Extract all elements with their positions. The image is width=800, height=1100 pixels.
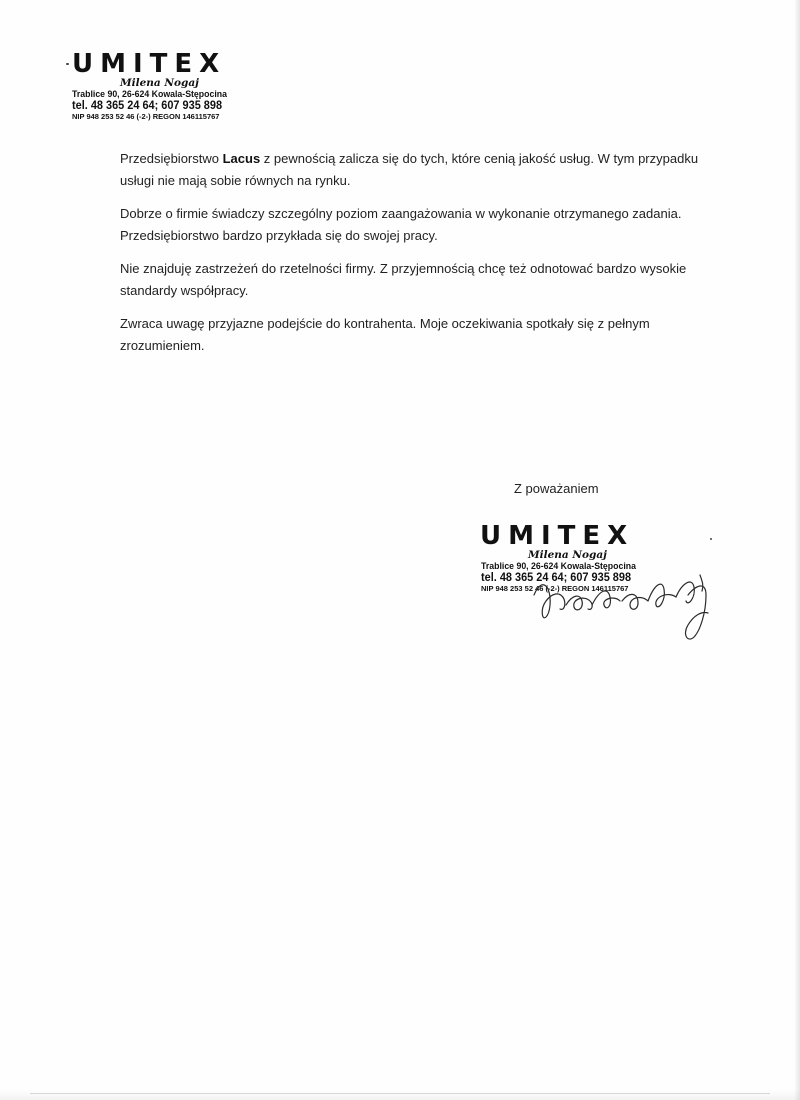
letterhead-tax-ids: NIP 948 253 52 46 (-2-) REGON 146115767 xyxy=(72,112,220,121)
paragraph-1-start: Przedsiębiorstwo xyxy=(120,151,223,166)
stamp-company-name: UMITEX xyxy=(480,521,635,551)
letterhead-phone: tel. 48 365 24 64; 607 935 898 xyxy=(72,100,223,112)
handwritten-signature xyxy=(530,555,730,645)
scan-shadow-right xyxy=(794,0,800,1100)
stamp-owner-name: Milena Nogaj xyxy=(528,549,607,561)
letterhead-stamp xyxy=(72,50,272,122)
scan-speck xyxy=(710,538,712,540)
paragraph-1 xyxy=(120,148,700,192)
company-name-lacus: Lacus xyxy=(222,151,261,166)
closing-salutation: Z poważaniem xyxy=(514,481,599,496)
stamp-tax-ids: NIP 948 253 52 46 (-2-) REGON 146115767 xyxy=(481,584,629,593)
letterhead-company-name: UMITEX xyxy=(72,49,227,79)
scan-bottom-line xyxy=(30,1093,770,1094)
scan-shadow-bottom xyxy=(0,1090,800,1100)
stamp-address: Trablice 90, 26-624 Kowala-Stępocina xyxy=(481,561,636,572)
letter-body xyxy=(120,148,700,368)
stamp-phone: tel. 48 365 24 64; 607 935 898 xyxy=(481,572,632,584)
scan-speck xyxy=(66,63,69,65)
paragraph-1-end: z pewnością zalicza się do tych, które cenią jakość usług. W tym przypadku usługi nie mają sobie równych na rynku. xyxy=(120,151,699,188)
letterhead-owner-name: Milena Nogaj xyxy=(120,77,199,89)
letterhead-address: Trablice 90, 26-624 Kowala-Stępocina xyxy=(72,89,227,100)
paragraph-4: Zwraca uwagę przyjazne podejście do kontrahenta. Moje oczekiwania spotkały się z pełnym zrozumieniem. xyxy=(120,316,650,353)
paragraph-3: Nie znajduję zastrzeżeń do rzetelności firmy. Z przyjemnością chcę też odnotować bardzo wysokie standardy współpracy. xyxy=(120,261,687,298)
paragraph-2: Dobrze o firmie świadczy szczególny poziom zaangażowania w wykonanie otrzymanego zadania. Przedsiębiorstwo bardzo przykłada się do swojej pracy. xyxy=(120,206,682,243)
